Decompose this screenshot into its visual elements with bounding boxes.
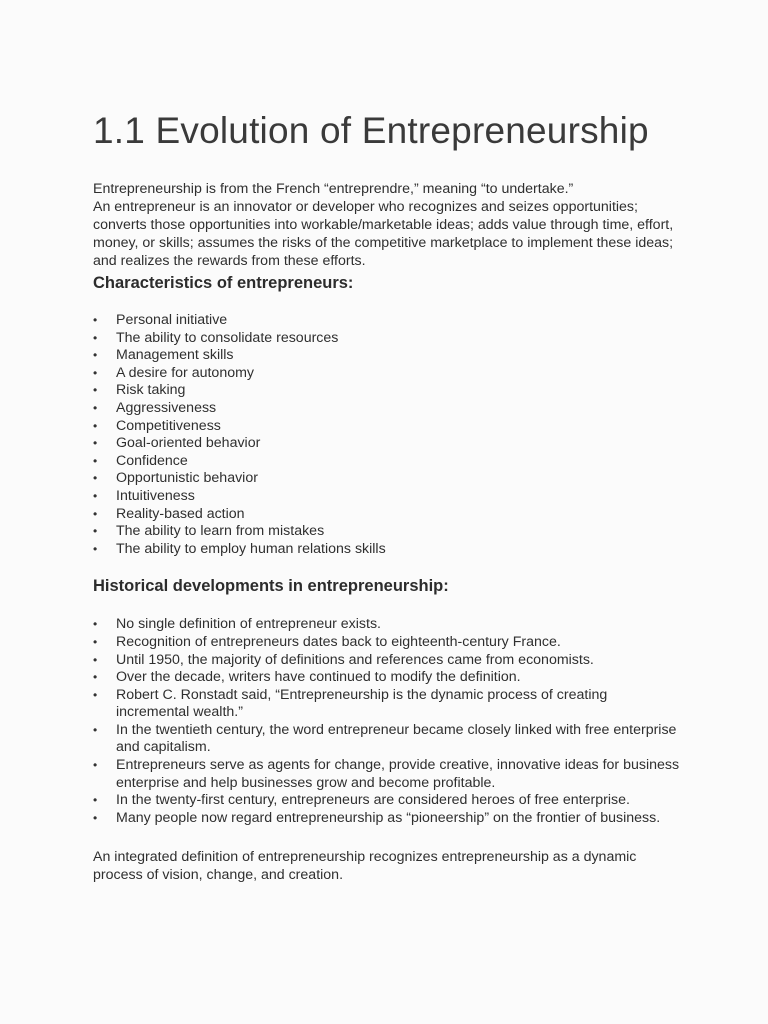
list-item-text: The ability to employ human relations skills [116,540,386,557]
bullet-icon: • [93,348,98,363]
bullet-icon: • [93,471,98,486]
document-page [93,108,683,884]
list-item [93,652,683,670]
list-item [93,488,683,506]
bullet-icon: • [93,758,98,773]
bullet-icon: • [93,541,98,556]
list-item [93,453,683,471]
closing-paragraph: An integrated definition of entrepreneurship recognizes entrepreneurship as a dynamic process of vision, change, and creation. [93,849,637,884]
bullet-icon: • [93,652,98,667]
list-item-text: Opportunistic behavior [116,470,258,487]
historical-list [93,616,683,827]
list-item [93,470,683,488]
list-item [93,400,683,418]
bullet-icon: • [93,524,98,539]
bullet-icon: • [93,365,98,380]
list-item [93,541,683,559]
intro-line-entrepreneur: An entrepreneur is an innovator or developer who recognizes and seizes opportunities; converts those opportunities into workable/marketable ideas; adds value through time, effort, money, or skills; assumes the risks of the competitive marketplace to implement these ideas; and realizes the rewards from these efforts. [93,199,674,269]
list-item [93,757,683,792]
list-item [93,722,683,757]
list-item-text: Confidence [116,452,188,469]
list-item [93,669,683,687]
bullet-icon: • [93,722,98,737]
list-item-text: Competitiveness [116,417,221,434]
list-item-text: Intuitiveness [116,487,195,504]
bullet-icon: • [93,617,98,632]
list-item-text: Many people now regard entrepreneurship as “pioneership” on the frontier of business. [116,809,661,826]
characteristics-list [93,312,683,558]
bullet-icon: • [93,330,98,345]
list-item-text: Recognition of entrepreneurs dates back to eighteenth-century France. [116,633,561,650]
bullet-icon: • [93,400,98,415]
intro-paragraph [93,180,683,270]
bullet-icon: • [93,418,98,433]
list-item-text: The ability to learn from mistakes [116,523,325,540]
list-item-text: Over the decade, writers have continued to modify the definition. [116,669,521,686]
bullet-icon: • [93,793,98,808]
list-item-text: Management skills [116,347,234,364]
list-item [93,810,683,828]
list-item [93,365,683,383]
list-item [93,312,683,330]
bullet-icon: • [93,810,98,825]
bullet-icon: • [93,634,98,649]
list-item [93,616,683,634]
list-item-text: Aggressiveness [116,399,217,416]
list-item-text: In the twentieth century, the word entrepreneur became closely linked with free enterprise and capitalism. [116,721,677,756]
list-item-text: The ability to consolidate resources [116,329,339,346]
list-item-text: Goal-oriented behavior [116,435,261,452]
list-item-text: Robert C. Ronstadt said, “Entrepreneurship is the dynamic process of creating incremental wealth.” [116,686,608,721]
list-item-text: In the twenty-first century, entrepreneurs are considered heroes of free enterprise. [116,792,630,809]
bullet-icon: • [93,488,98,503]
list-item-text: Entrepreneurs serve as agents for change, provide creative, innovative ideas for business enterprise and help businesses grow and become profitable. [116,757,680,791]
list-item [93,792,683,810]
list-item [93,687,683,722]
bullet-icon: • [93,383,98,398]
list-item [93,347,683,365]
bullet-icon: • [93,453,98,468]
list-item-text: A desire for autonomy [116,364,255,381]
intro-line-definition: Entrepreneurship is from the French “entreprendre,” meaning “to undertake.” [93,181,574,197]
bullet-icon: • [93,436,98,451]
historical-heading: Historical developments in entrepreneurship: [93,577,449,596]
bullet-icon: • [93,670,98,685]
list-item [93,330,683,348]
list-item [93,435,683,453]
bullet-icon: • [93,313,98,327]
list-item-text: Personal initiative [116,312,228,328]
characteristics-heading: Characteristics of entrepreneurs: [93,274,354,292]
page-title: 1.1 Evolution of Entrepreneurship [93,110,649,151]
list-item [93,418,683,436]
bullet-icon: • [93,506,98,521]
list-item-text: Reality-based action [116,505,245,522]
list-item-text: Risk taking [116,382,186,399]
list-item-text: No single definition of entrepreneur exists. [116,616,381,633]
list-item [93,523,683,541]
list-item-text: Until 1950, the majority of definitions and references came from economists. [116,651,594,668]
list-item [93,506,683,524]
list-item [93,634,683,652]
bullet-icon: • [93,687,98,702]
list-item [93,382,683,400]
